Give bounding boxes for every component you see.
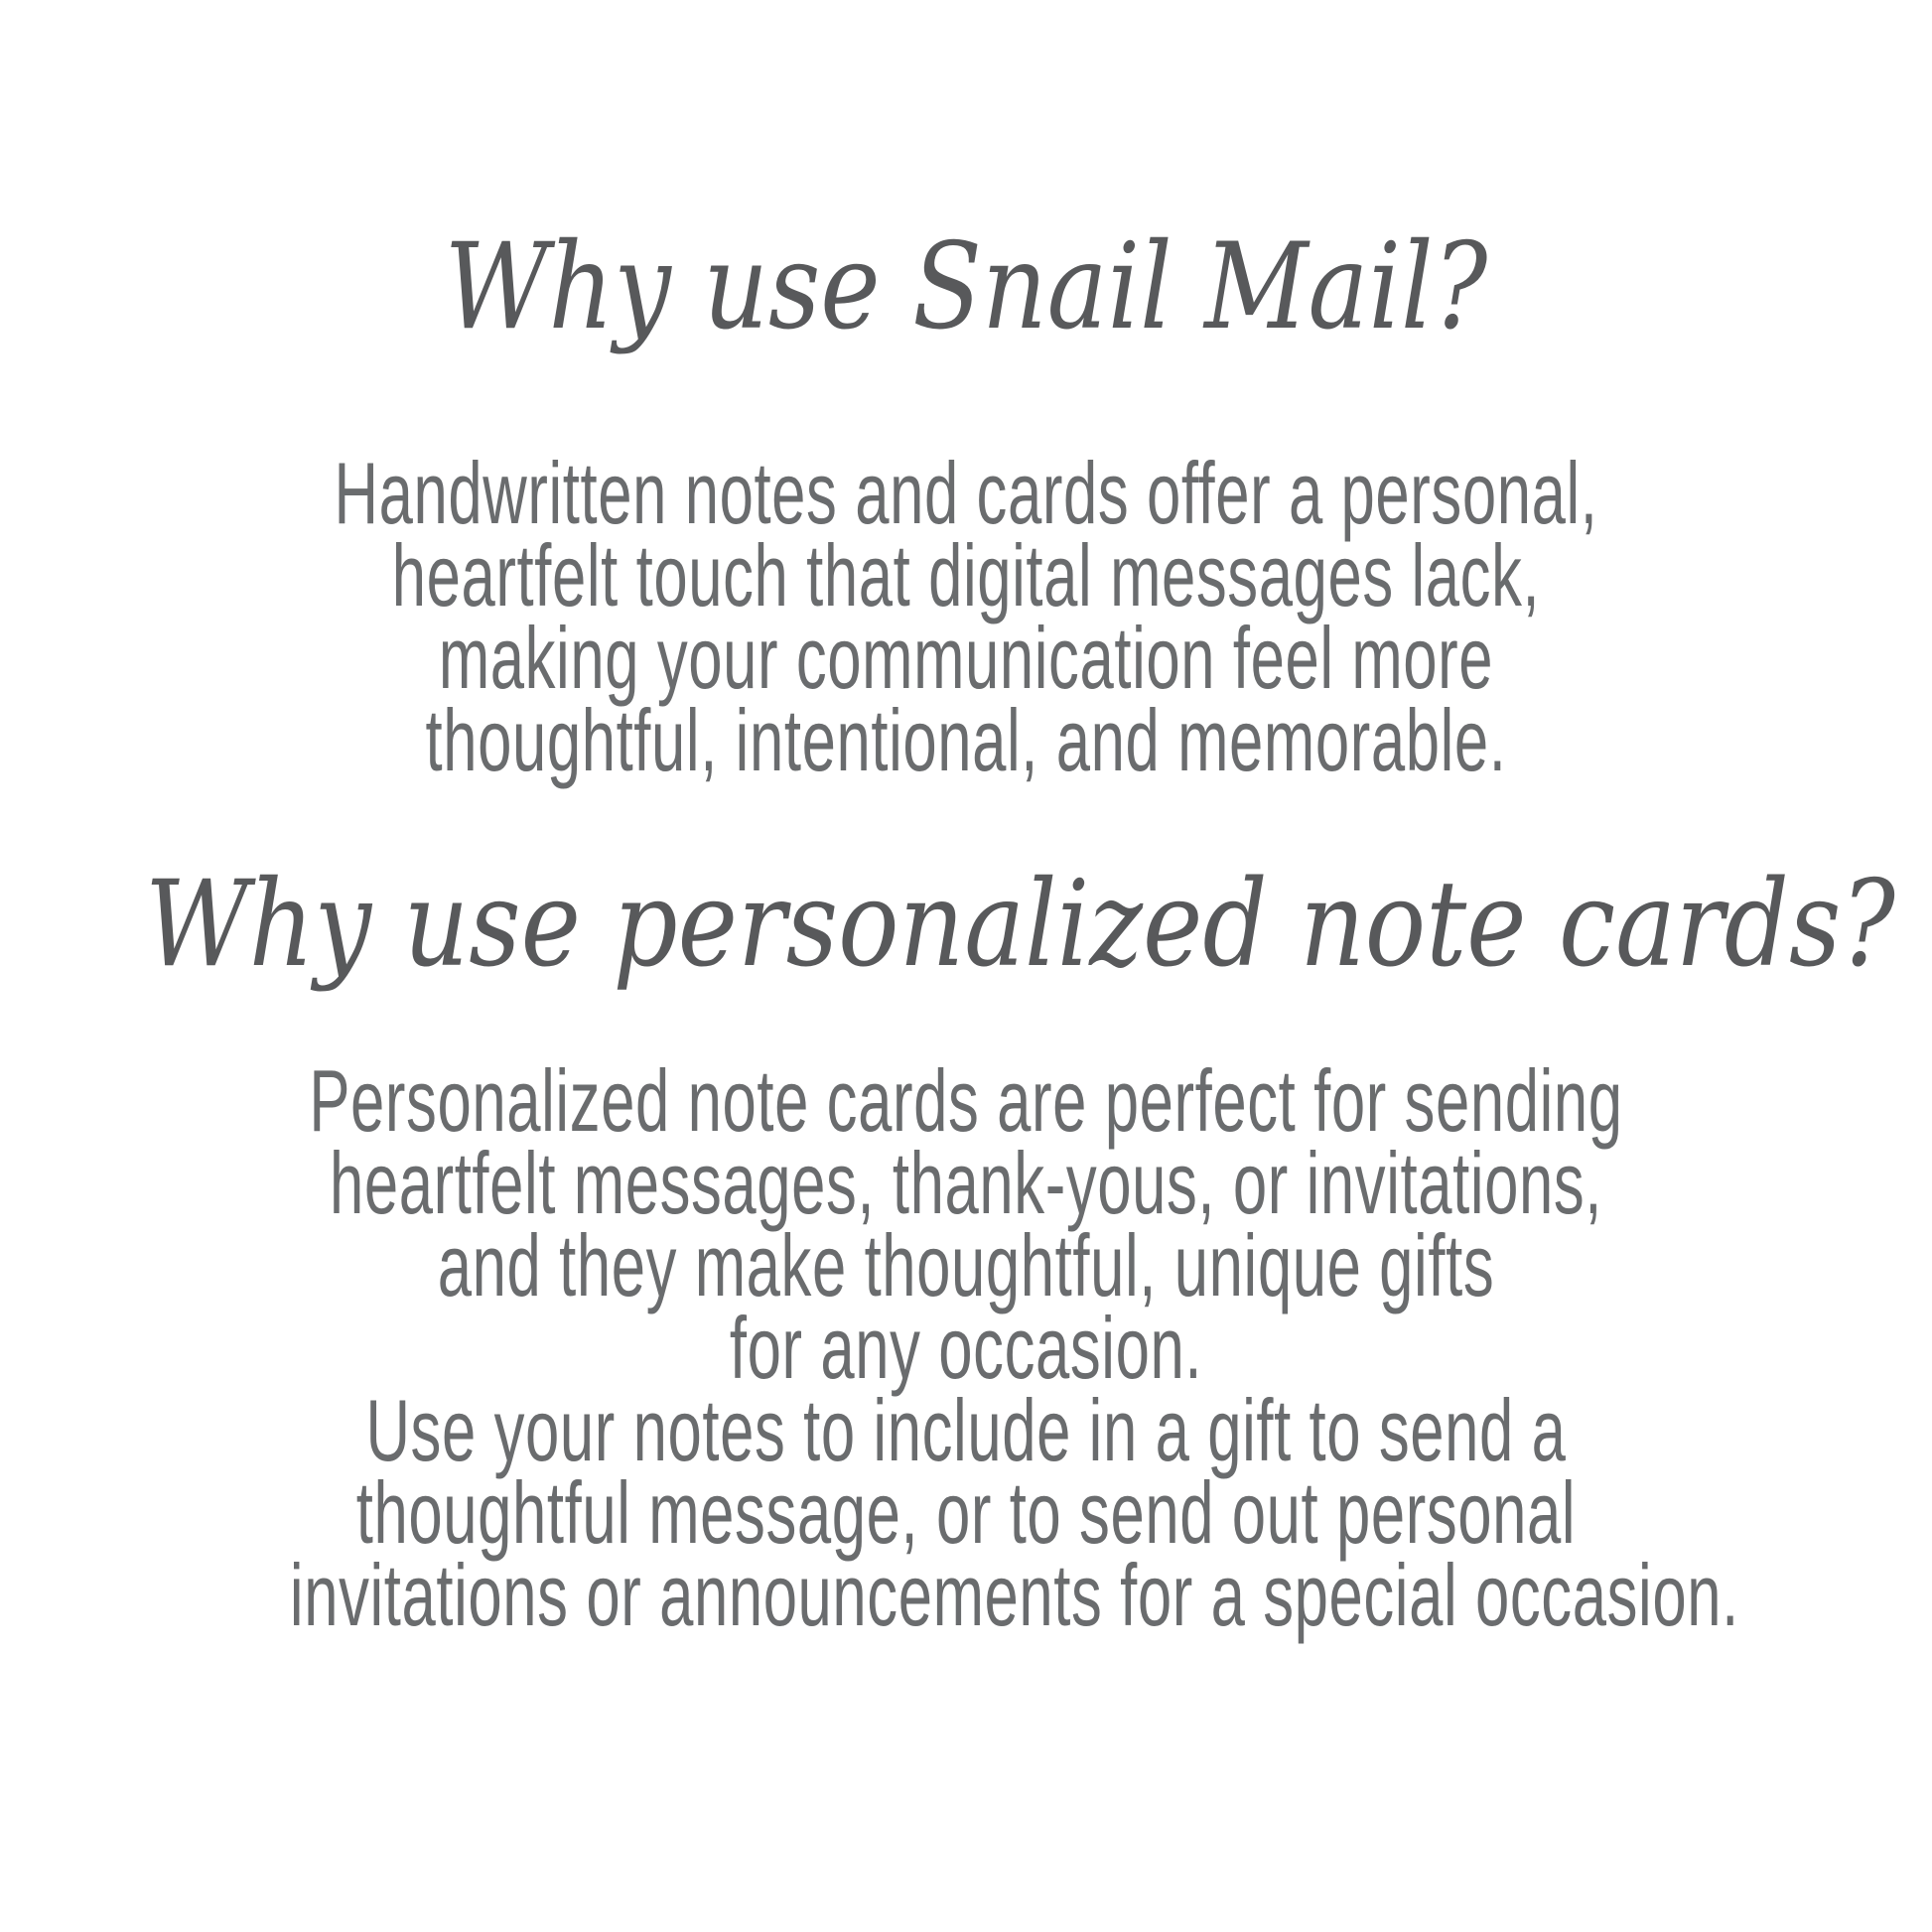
paragraph-line: thoughtful, intentional, and memorable.: [425, 691, 1507, 789]
note-cards-heading: Why use personalized note cards?: [144, 856, 1895, 994]
paragraph-line: for any occasion.: [729, 1299, 1203, 1397]
snail-mail-section: [0, 213, 1932, 789]
paragraph-line: heartfelt touch that digital messages lack,: [391, 526, 1541, 624]
note-cards-section: [0, 851, 1932, 1644]
note-cards-paragraph: [0, 1051, 1932, 1644]
paragraph-line: Personalized note cards are perfect for sending: [309, 1051, 1623, 1150]
paragraph-line: and they make thoughtful, unique gifts: [437, 1216, 1495, 1314]
paragraph-line: heartfelt messages, thank-yous, or invitations,: [329, 1134, 1603, 1232]
paragraph-line: invitations or announcements for a special occasion.: [289, 1546, 1739, 1644]
paragraph-line: making your communication feel more: [438, 609, 1494, 707]
paragraph-line: thoughtful message, or to send out personal: [355, 1463, 1577, 1562]
snail-mail-paragraph: [0, 444, 1932, 789]
paragraph-line: Handwritten notes and cards offer a personal,: [334, 444, 1598, 542]
paragraph-line: Use your notes to include in a gift to send a: [365, 1381, 1567, 1479]
snail-mail-heading: Why use Snail Mail?: [444, 218, 1488, 356]
